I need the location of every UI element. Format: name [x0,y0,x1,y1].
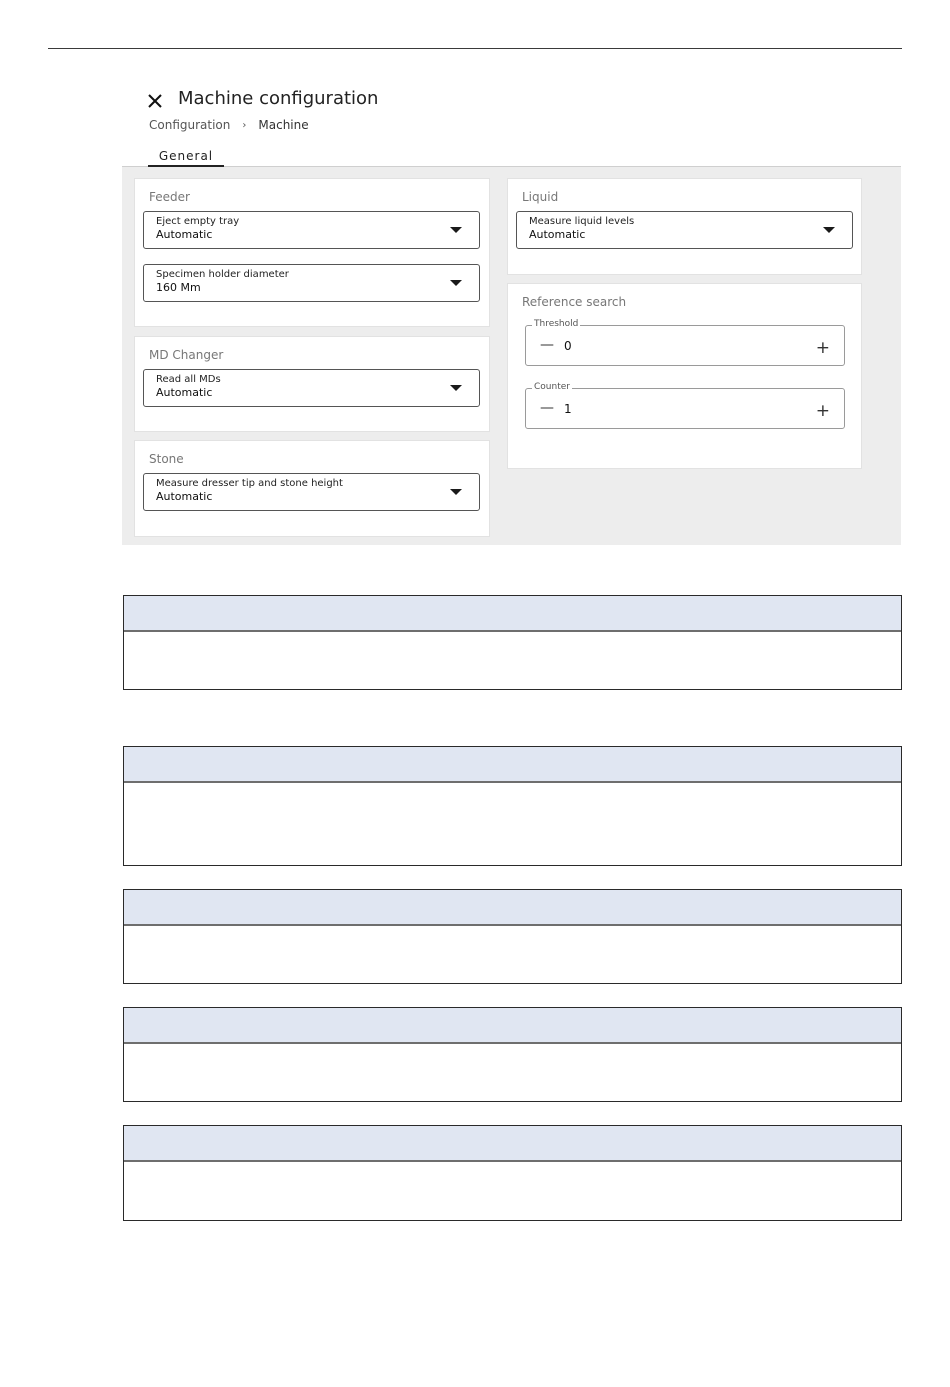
chevron-right-icon: › [242,119,247,131]
caret-down-icon [823,227,835,233]
eject-empty-tray-select[interactable] [143,211,480,249]
close-icon[interactable] [146,92,164,110]
read-all-mds-select[interactable] [143,369,480,407]
empty-table-4 [123,1007,902,1102]
measure-dresser-tip-select[interactable] [143,473,480,511]
select-value: Automatic [156,386,213,399]
breadcrumb-item-machine: Machine [258,118,309,132]
tab-bar [122,146,901,167]
table-header [124,596,901,632]
select-label: Measure liquid levels [529,216,635,227]
tab-general[interactable]: General [148,146,224,167]
feeder-title: Feeder [149,190,190,204]
liquid-card [507,178,862,275]
table-header [124,1008,901,1044]
table-header [124,1126,901,1162]
table-header [124,890,901,926]
page-top-rule [48,48,902,49]
caret-down-icon [450,385,462,391]
reference-search-title: Reference search [522,295,627,309]
empty-table-1 [123,595,902,690]
empty-table-3 [123,889,902,984]
counter-value[interactable]: 1 [564,402,572,416]
caret-down-icon [450,280,462,286]
liquid-title: Liquid [522,190,559,204]
threshold-value[interactable]: 0 [564,339,572,353]
plus-icon[interactable]: + [815,338,830,358]
select-value: Automatic [156,228,213,241]
threshold-stepper[interactable] [525,319,845,366]
md-changer-title: MD Changer [149,348,224,362]
select-value: 160 Mm [156,281,201,294]
specimen-holder-diameter-select[interactable] [143,264,480,302]
select-label: Eject empty tray [156,216,240,227]
stepper-label: Counter [534,382,570,392]
plus-icon[interactable]: + [815,401,830,421]
stone-card [134,440,490,537]
counter-stepper[interactable] [525,382,845,429]
minus-icon[interactable]: — [540,400,554,416]
minus-icon[interactable]: — [540,337,554,353]
table-header [124,747,901,783]
empty-table-5 [123,1125,902,1221]
md-changer-card [134,336,490,432]
measure-liquid-levels-select[interactable] [516,211,853,249]
stone-title: Stone [149,452,184,466]
stepper-label: Threshold [534,319,579,329]
page-title: Machine configuration [178,88,379,109]
breadcrumb-item-configuration[interactable]: Configuration [149,118,231,132]
select-label: Specimen holder diameter [156,269,289,280]
empty-table-2 [123,746,902,866]
configuration-panel [122,167,901,545]
caret-down-icon [450,489,462,495]
feeder-card [134,178,490,327]
breadcrumb [149,118,309,132]
select-value: Automatic [156,490,213,503]
reference-search-card [507,283,862,469]
select-label: Read all MDs [156,374,221,385]
select-value: Automatic [529,228,586,241]
caret-down-icon [450,227,462,233]
select-label: Measure dresser tip and stone height [156,478,343,489]
